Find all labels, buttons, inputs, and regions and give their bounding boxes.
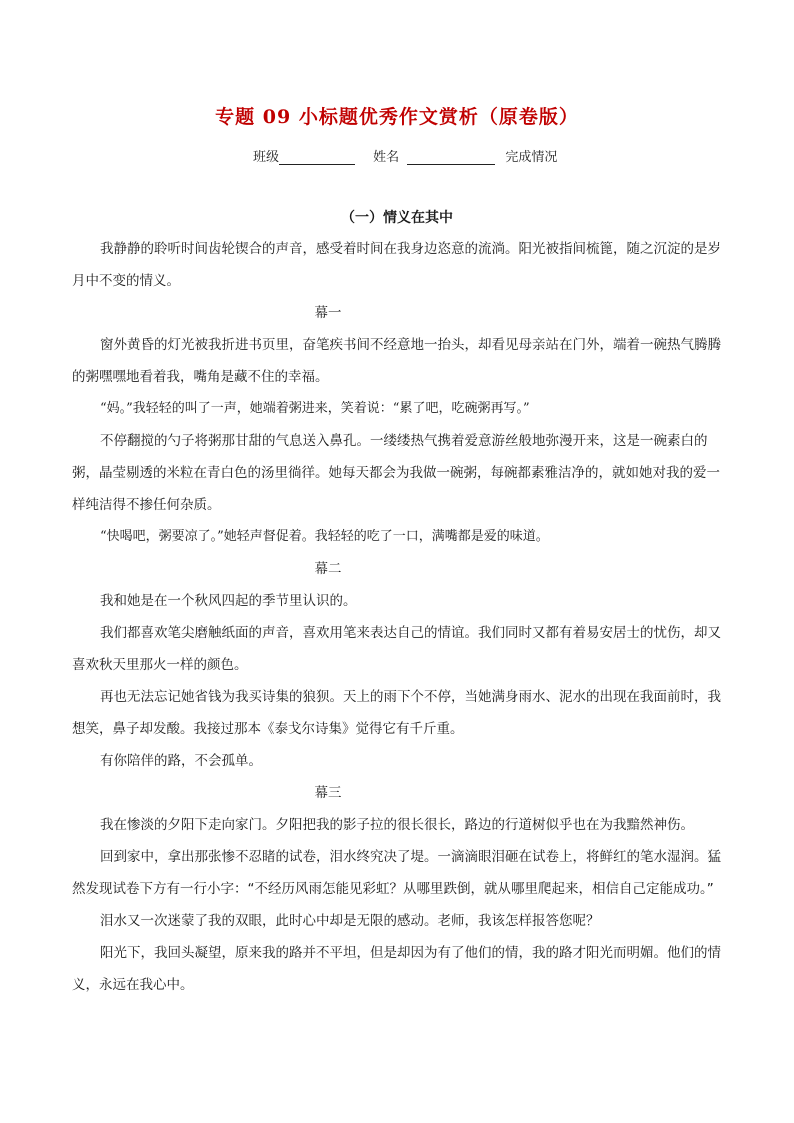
intro-paragraph: 我静静的聆听时间齿轮锲合的声音，感受着时间在我身边恣意的流淌。阳光被指间梳篦，随之沉淀的是岁月中不变的情义。 (72, 241, 721, 289)
document-title: 专题 09 小标题优秀作文赏析（原卷版） (215, 106, 579, 128)
scene-2-paragraph: 有你陪伴的路，不会孤单。 (100, 753, 262, 769)
scene-1-paragraph: 窗外黄昏的灯光被我折进书页里，奋笔疾书间不经意地一抬头，却看见母亲站在门外，端着一碗热气腾腾的粥嘿嘿地看着我，嘴角是藏不住的幸福。 (72, 337, 721, 385)
scene-3-paragraph: 回到家中，拿出那张惨不忍睹的试卷，泪水终究决了堤。一滴滴眼泪砸在试卷上，将鲜红的笔水湿润。猛然发现试卷下方有一行小字：“不经历风雨怎能见彩虹？从哪里跌倒，就从哪里爬起来，相信自己定能成功。” (72, 849, 721, 897)
name-label: 姓名 (373, 150, 400, 165)
class-blank[interactable] (279, 150, 355, 165)
scene-3-paragraph: 阳光下，我回头凝望，原来我的路并不平坦，但是却因为有了他们的情，我的路才阳光而明媚。他们的情义，永远在我心中。 (72, 945, 721, 993)
student-info-line (253, 146, 557, 165)
scene-2-title: 幕二 (314, 561, 342, 577)
scene-1-paragraph: 不停翻搅的勺子将粥那甘甜的气息送入鼻孔。一缕缕热气携着爱意游丝般地弥漫开来，这是一碗素白的粥，晶莹剔透的米粒在青白色的汤里徜徉。她每天都会为我做一碗粥，每碗都素雅洁净的，就如她对我的爱一样纯洁得不掺任何杂质。 (72, 433, 720, 513)
name-blank[interactable] (407, 150, 495, 165)
completion-label: 完成情况 (505, 150, 558, 165)
scene-1-paragraph: “快喝吧，粥要凉了。”她轻声督促着。我轻轻的吃了一口，满嘴都是爱的味道。 (100, 529, 549, 544)
scene-1-title: 幕一 (314, 305, 342, 321)
scene-3-paragraph: 我在惨淡的夕阳下走向家门。夕阳把我的影子拉的很长很长，路边的行道树似乎也在为我黯然神伤。 (100, 817, 694, 833)
scene-1-paragraph: “妈。”我轻轻的叫了一声，她端着粥进来，笑着说：“累了吧，吃碗粥再写。” (100, 401, 530, 416)
scene-3-paragraph: 泪水又一次迷蒙了我的双眼，此时心中却是无限的感动。老师，我该怎样报答您呢？ (100, 913, 600, 929)
class-label: 班级 (253, 150, 280, 165)
scene-2-paragraph: 我们都喜欢笔尖磨触纸面的声音，喜欢用笔来表达自己的情谊。我们同时又都有着易安居士的忧伤，却又喜欢秋天里那火一样的颜色。 (72, 625, 721, 673)
essay-body (72, 233, 724, 1001)
scene-2-paragraph: 再也无法忘记她省钱为我买诗集的狼狈。天上的雨下个不停，当她满身雨水、泥水的出现在我面前时，我想笑，鼻子却发酸。我接过那本《泰戈尔诗集》觉得它有千斤重。 (72, 689, 721, 737)
scene-2-paragraph: 我和她是在一个秋风四起的季节里认识的。 (100, 593, 357, 609)
section-title: （一）情义在其中 (341, 210, 453, 226)
scene-3-title: 幕三 (314, 785, 342, 801)
